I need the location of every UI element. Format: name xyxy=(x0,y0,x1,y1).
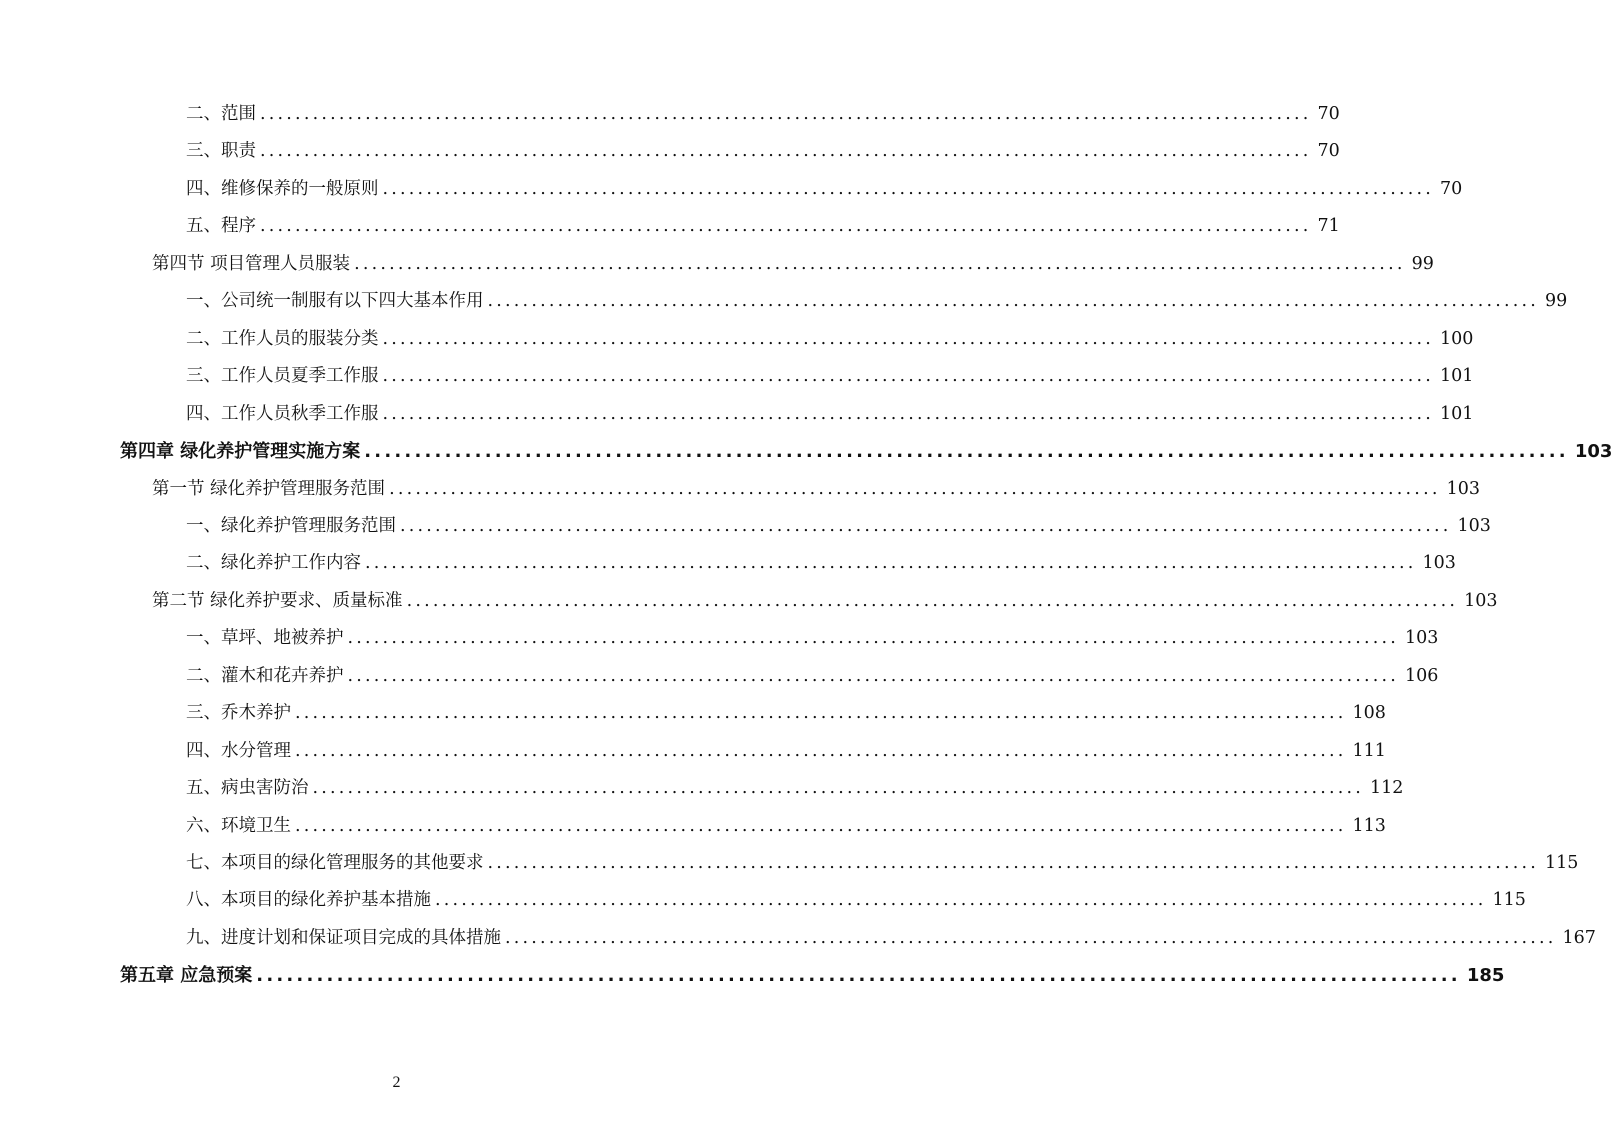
toc-leader-dots: ........................................................................................................................ xyxy=(487,291,1540,312)
toc-section-entry[interactable] xyxy=(152,475,1480,512)
toc-entry-title: 二、灌木和花卉养护 xyxy=(186,665,344,686)
toc-entry-page: 101 xyxy=(1440,403,1474,424)
toc-subsection-entry[interactable] xyxy=(186,849,1579,886)
toc-subsection-entry[interactable] xyxy=(186,624,1439,661)
toc-leader-dots: ........................................................................................................................ xyxy=(354,253,1406,274)
toc-leader-dots: ........................................................................................................................ xyxy=(435,890,1487,911)
toc-entry-title: 三、职责 xyxy=(186,141,256,162)
toc-leader-dots: ........................................................................................................................ xyxy=(406,590,1459,611)
toc-entry-page: 71 xyxy=(1317,216,1340,237)
toc-entry-title: 一、绿化养护管理服务范围 xyxy=(186,515,396,536)
toc-leader-dots: ........................................................................................................................ xyxy=(347,665,1400,686)
toc-entry-page: 113 xyxy=(1352,815,1386,836)
toc-leader-dots: ........................................................................................................................ xyxy=(487,853,1540,873)
toc-entry-title: 五、病虫害防治 xyxy=(186,778,309,799)
toc-subsection-entry[interactable] xyxy=(186,100,1340,137)
toc-entry-page: 103 xyxy=(1574,441,1612,463)
toc-entry-page: 111 xyxy=(1352,740,1386,761)
toc-subsection-entry[interactable] xyxy=(186,549,1456,586)
toc-entry-title: 第四章 绿化养护管理实施方案 xyxy=(120,441,361,463)
toc-leader-dots: ........................................................................................................................ xyxy=(295,815,1347,836)
toc-entry-page: 115 xyxy=(1492,890,1526,911)
toc-leader-dots: ........................................................................................................................ xyxy=(260,104,1312,124)
toc-entry-title: 第二节 绿化养护要求、质量标准 xyxy=(152,590,403,611)
toc-entry-page: 100 xyxy=(1440,328,1474,349)
toc-entry-page: 103 xyxy=(1446,478,1480,499)
toc-subsection-entry[interactable] xyxy=(186,699,1386,736)
toc-subsection-entry[interactable] xyxy=(186,812,1386,849)
toc-leader-dots: ........................................................................................................................ xyxy=(389,478,1441,499)
toc-section-entry[interactable] xyxy=(152,250,1434,287)
toc-entry-title: 四、工作人员秋季工作服 xyxy=(186,403,379,424)
toc-leader-dots: ........................................................................................................................ xyxy=(365,553,1417,574)
toc-subsection-entry[interactable] xyxy=(186,737,1386,774)
toc-leader-dots: ........................................................................................................................ xyxy=(260,141,1312,162)
toc-entry-title: 三、工作人员夏季工作服 xyxy=(186,366,379,387)
toc-leader-dots: ........................................................................................................................ xyxy=(312,778,1365,799)
toc-entry-page: 108 xyxy=(1352,703,1386,724)
toc-entry-page: 103 xyxy=(1405,628,1439,649)
toc-entry-page: 99 xyxy=(1545,291,1568,312)
toc-chapter-entry[interactable] xyxy=(120,437,1612,474)
toc-entry-page: 115 xyxy=(1545,853,1579,873)
toc-entry-title: 一、公司统一制服有以下四大基本作用 xyxy=(186,291,484,312)
toc-section-entry[interactable] xyxy=(152,587,1498,624)
toc-entry-title: 第五章 应急预案 xyxy=(120,965,253,987)
toc-subsection-entry[interactable] xyxy=(186,287,1568,324)
toc-subsection-entry[interactable] xyxy=(186,400,1474,437)
toc-subsection-entry[interactable] xyxy=(186,886,1526,923)
toc-entry-page: 167 xyxy=(1562,927,1596,948)
toc-subsection-entry[interactable] xyxy=(186,774,1404,811)
toc-entry-page: 99 xyxy=(1411,253,1434,274)
toc-entry-page: 70 xyxy=(1440,178,1463,199)
toc-entry-title: 二、工作人员的服装分类 xyxy=(186,328,379,349)
toc-entry-title: 四、水分管理 xyxy=(186,740,291,761)
toc-entry-title: 第四节 项目管理人员服装 xyxy=(152,253,351,274)
toc-entry-page: 70 xyxy=(1317,104,1340,124)
toc-subsection-entry[interactable] xyxy=(186,924,1596,961)
toc-subsection-entry[interactable] xyxy=(186,175,1463,212)
toc-entry-title: 一、草坪、地被养护 xyxy=(186,628,344,649)
toc-entry-page: 103 xyxy=(1457,515,1491,536)
toc-subsection-entry[interactable] xyxy=(186,137,1340,174)
toc-subsection-entry[interactable] xyxy=(186,662,1439,699)
toc-entry-page: 101 xyxy=(1440,366,1474,387)
toc-entry-title: 四、维修保养的一般原则 xyxy=(186,178,379,199)
toc-leader-dots: ........................................................................................................................ xyxy=(382,366,1435,387)
toc-entry-title: 第一节 绿化养护管理服务范围 xyxy=(152,478,386,499)
toc-leader-dots: ........................................................................................................................ xyxy=(295,740,1347,761)
toc-entry-title: 二、绿化养护工作内容 xyxy=(186,553,361,574)
toc-leader-dots: ........................................................................................................................ xyxy=(347,628,1400,649)
toc-entry-page: 103 xyxy=(1464,590,1498,611)
toc-entry-title: 六、环境卫生 xyxy=(186,815,291,836)
toc-entry-page: 185 xyxy=(1466,965,1505,987)
page-number: 2 xyxy=(392,1074,401,1091)
toc-leader-dots: ........................................................................................................................ xyxy=(505,927,1557,948)
toc-entry-title: 七、本项目的绿化管理服务的其他要求 xyxy=(186,853,484,873)
toc-leader-dots: ........................................................................................................................ xyxy=(364,441,1569,463)
toc-leader-dots: ........................................................................................................................ xyxy=(256,965,1461,987)
toc-leader-dots: ........................................................................................................................ xyxy=(260,216,1312,237)
toc-subsection-entry[interactable] xyxy=(186,362,1474,399)
toc-entry-title: 九、进度计划和保证项目完成的具体措施 xyxy=(186,927,501,948)
toc-subsection-entry[interactable] xyxy=(186,212,1340,249)
toc-subsection-entry[interactable] xyxy=(186,325,1474,362)
toc-subsection-entry[interactable] xyxy=(186,512,1491,549)
toc-entry-title: 五、程序 xyxy=(186,216,256,237)
toc-entry-page: 106 xyxy=(1405,665,1439,686)
toc-leader-dots: ........................................................................................................................ xyxy=(382,178,1435,199)
toc-chapter-entry[interactable] xyxy=(120,961,1505,998)
toc-entry-page: 70 xyxy=(1317,141,1340,162)
toc-entry-page: 103 xyxy=(1422,553,1456,574)
toc-leader-dots: ........................................................................................................................ xyxy=(382,328,1435,349)
toc-entry-title: 八、本项目的绿化养护基本措施 xyxy=(186,890,431,911)
toc-leader-dots: ........................................................................................................................ xyxy=(400,515,1452,536)
toc-entry-title: 三、乔木养护 xyxy=(186,703,291,724)
toc-leader-dots: ........................................................................................................................ xyxy=(382,403,1435,424)
toc-entry-title: 二、范围 xyxy=(186,104,256,124)
toc-entry-page: 112 xyxy=(1370,778,1404,799)
toc-leader-dots: ........................................................................................................................ xyxy=(295,703,1347,724)
